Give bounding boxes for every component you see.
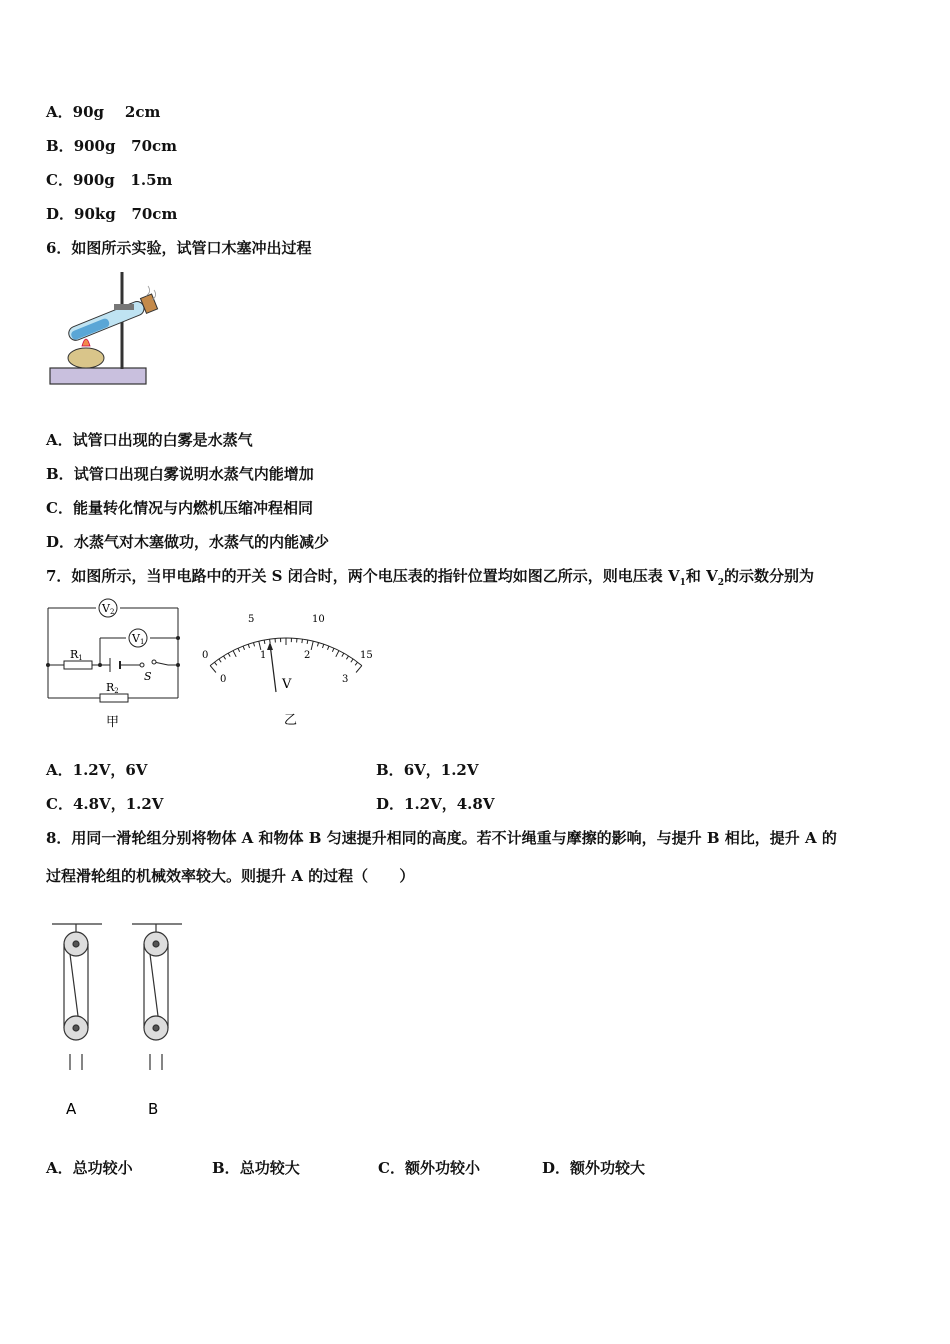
q7-option-a (46, 760, 147, 780)
pulley-label-a: A (66, 1100, 77, 1118)
q6-stem: 6．如图所示实验，试管口木塞冲出过程 (46, 239, 312, 257)
dial-tick (322, 644, 323, 648)
switch-contact (152, 660, 156, 664)
q8-option-b (212, 1158, 300, 1178)
option-letter: D． (46, 533, 75, 551)
option-letter: A． (46, 1159, 73, 1177)
stem-text: 和 V (685, 567, 718, 585)
outer-tick-label: 0 (202, 650, 209, 661)
flame-icon (82, 339, 90, 346)
q8-stem-line1: 8．用同一滑轮组分别将物体 A 和物体 B 匀速提升相同的高度。若不计绳重与摩擦的影响，与提升 B 相比，提升 A 的 (46, 829, 837, 847)
pulley-a (52, 924, 102, 1070)
q7-stem (46, 566, 814, 593)
voltmeter-dial (198, 606, 380, 736)
option-letter: C． (46, 499, 73, 517)
option-letter: C． (46, 171, 73, 189)
option-letter: A． (46, 103, 73, 121)
option-letter: D． (376, 795, 405, 813)
option-letter: C． (46, 795, 73, 813)
option-text: 6V，1.2V (403, 761, 479, 779)
inner-tick-label: 2 (304, 650, 311, 661)
switch-label: S (144, 670, 152, 683)
test-tube-figure (46, 270, 186, 392)
inner-tick-label: 0 (220, 674, 227, 685)
subscript: 2 (717, 578, 724, 588)
dial-unit: V (282, 677, 292, 692)
inner-tick-label: 3 (342, 674, 349, 685)
dial-tick (327, 646, 328, 650)
dial-tick (210, 666, 216, 673)
needle-tip (267, 642, 273, 650)
stand-base (50, 368, 146, 384)
outer-tick-label: 10 (312, 614, 325, 625)
v1-label: V1 (132, 632, 145, 646)
option-letter: D． (542, 1159, 571, 1177)
option-letter: A． (46, 761, 73, 779)
dial-tick (342, 653, 344, 656)
dial-needle (270, 644, 276, 692)
dial-tick (259, 641, 261, 650)
option-text: 水蒸气对木塞做功，水蒸气的内能减少 (74, 533, 330, 551)
q6-option-b (46, 464, 314, 484)
circuit-diagram (44, 598, 186, 734)
q8-stem-line2: 过程滑轮组的机械效率较大。则提升 A 的过程（ ） (46, 867, 415, 885)
option-letter: B． (46, 137, 74, 155)
dial-tick (238, 648, 240, 652)
resistor-r1 (64, 661, 92, 669)
dial-tick (346, 656, 348, 659)
option-text: 总功较小 (72, 1159, 133, 1177)
dial-tick (228, 653, 230, 656)
alcohol-lamp (68, 348, 104, 368)
dial-tick (307, 640, 308, 644)
option-letter: B． (376, 761, 404, 779)
q8-option-d (542, 1158, 645, 1178)
dial-tick (332, 648, 334, 652)
stem-text: 的示数分别为 (724, 567, 815, 585)
dial-ticks (210, 638, 362, 673)
dial-tick (311, 641, 313, 650)
option-letter: D． (46, 205, 75, 223)
option-text: 4.8V，1.2V (72, 795, 164, 813)
option-letter: C． (378, 1159, 405, 1177)
q8-option-c (378, 1158, 480, 1178)
outer-tick-label: 15 (360, 650, 373, 661)
subscript: 1 (679, 578, 686, 588)
dial-tick (233, 651, 236, 657)
option-text: 1.2V，4.8V (404, 795, 495, 813)
q6-option-d (46, 532, 329, 552)
clamp (114, 304, 134, 310)
option-text: 试管口出现白雾说明水蒸气内能增加 (73, 465, 314, 483)
option-text: 总功较大 (239, 1159, 300, 1177)
q5-option-d (46, 204, 177, 224)
q7-option-b (376, 760, 479, 780)
option-text: 90kg 70cm (74, 205, 178, 223)
dial-tick (248, 644, 249, 648)
r2-label: R2 (106, 681, 119, 695)
option-letter: B． (212, 1159, 240, 1177)
q7-option-d (376, 794, 495, 814)
dial-tick (219, 659, 221, 662)
dial-tick (356, 666, 362, 673)
option-text: 900g 1.5m (72, 171, 173, 189)
option-text: 额外功较小 (404, 1159, 480, 1177)
switch-contact (140, 663, 144, 667)
dial-tick (355, 662, 357, 665)
option-text: 试管口出现的白雾是水蒸气 (72, 431, 253, 449)
stem-text: 7．如图所示，当甲电路中的开关 S 闭合时，两个电压表的指针位置均如图乙所示，则电压表 V (46, 567, 680, 585)
q7-option-c (46, 794, 163, 814)
inner-tick-label: 1 (260, 650, 267, 661)
dial-tick (351, 659, 353, 662)
dial-tick (317, 643, 318, 647)
v2-label: V2 (102, 602, 115, 616)
option-text: 额外功较大 (570, 1159, 646, 1177)
outer-tick-label: 5 (248, 614, 255, 625)
option-text: 900g 70cm (73, 137, 178, 155)
dial-tick (243, 646, 244, 650)
dial-tick (223, 656, 225, 659)
dial-tick (302, 639, 303, 643)
pulley-label-b: B (148, 1100, 159, 1118)
q5-option-a (46, 102, 160, 122)
dial-tick (214, 662, 216, 665)
r1-label: R1 (70, 648, 83, 662)
dial-tick (264, 640, 265, 644)
resistor-r2 (100, 694, 128, 702)
dial-tick (253, 643, 254, 647)
q6-option-c (46, 498, 313, 518)
option-letter: A． (46, 431, 73, 449)
pulley-figure (48, 916, 188, 1126)
q8-option-a (46, 1158, 133, 1178)
option-text: 1.2V，6V (72, 761, 148, 779)
q6-option-a (46, 430, 253, 450)
option-text: 90g 2cm (72, 103, 161, 121)
dial-tick (336, 651, 339, 657)
option-text: 能量转化情况与内燃机压缩冲程相同 (72, 499, 313, 517)
option-letter: B． (46, 465, 74, 483)
figure-caption-yi: 乙 (284, 713, 298, 728)
q5-option-c (46, 170, 172, 190)
pulley-b (132, 924, 182, 1070)
q5-option-b (46, 136, 177, 156)
figure-caption-jia: 甲 (106, 715, 120, 730)
